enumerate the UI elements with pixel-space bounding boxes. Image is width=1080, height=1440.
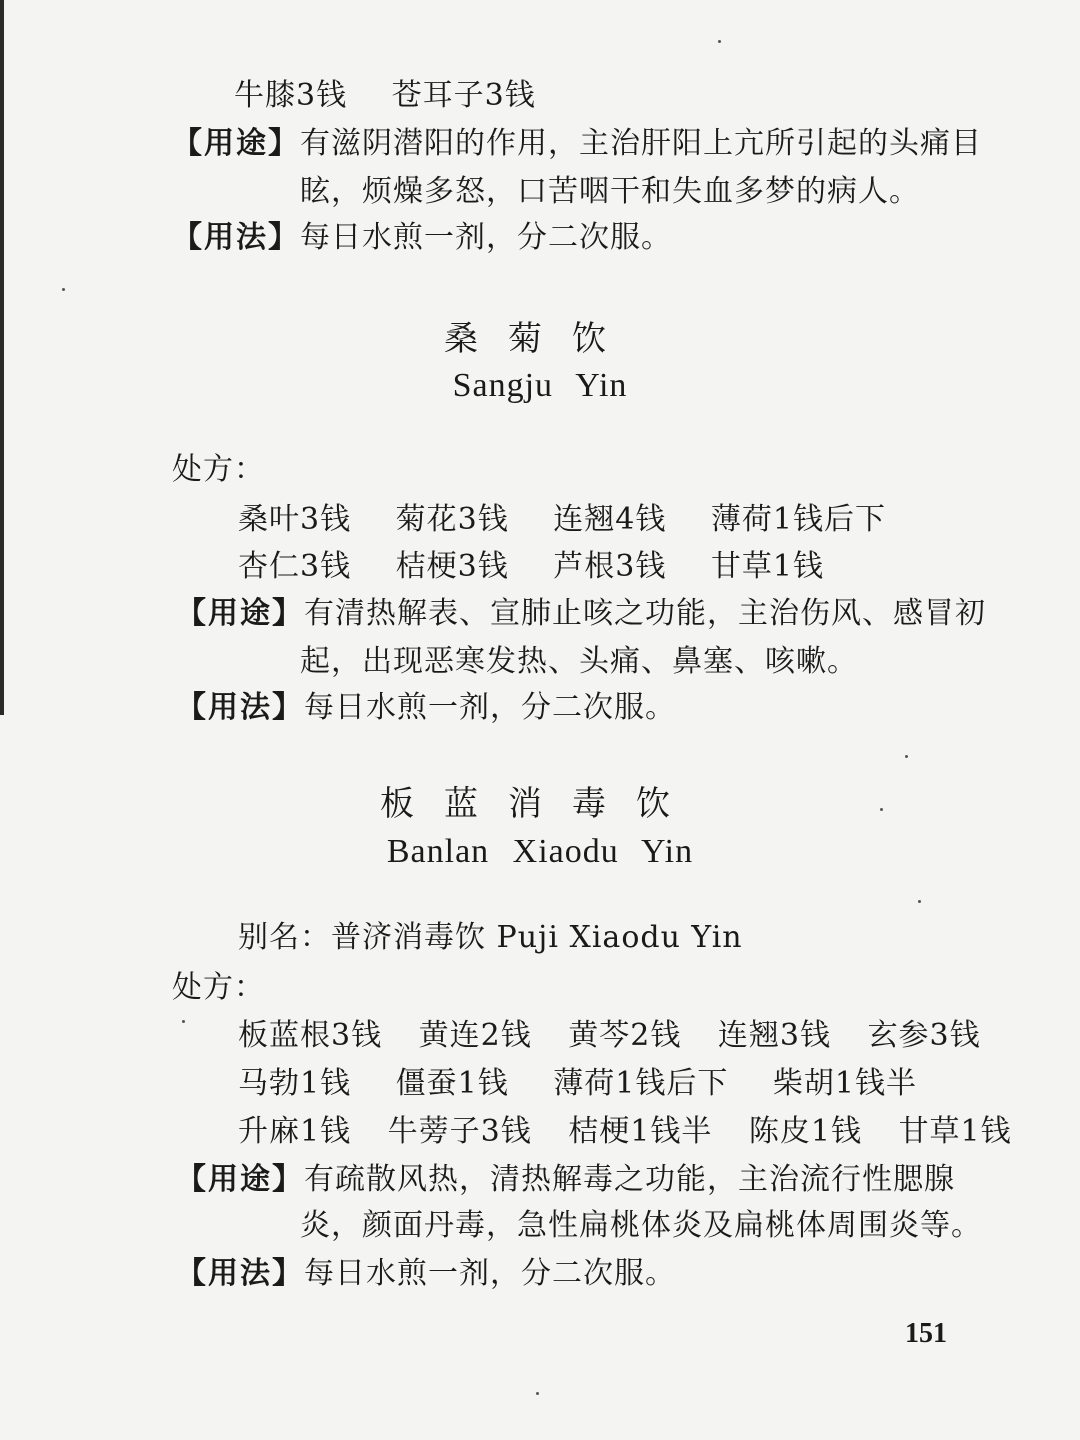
- usage-line-continued: 炎，颜面丹毒，急性扁桃体炎及扁桃体周围炎等。: [300, 1208, 982, 1243]
- usage-line-continued: 起，出现恶寒发热、头痛、鼻塞、咳嗽。: [300, 644, 858, 679]
- ingredients-row: [238, 1064, 917, 1104]
- ingredient: 牛蒡子3钱: [387, 1114, 532, 1149]
- ingredient: 菊花3钱: [395, 502, 509, 537]
- ingredient: 甘草1钱: [898, 1114, 1012, 1149]
- alias-line: 别名：普济消毒饮 Puji Xiaodu Yin: [238, 920, 743, 955]
- ingredient: 苍耳子3钱: [391, 78, 536, 113]
- ingredient: 升麻1钱: [238, 1114, 352, 1149]
- ingredient: 杏仁3钱: [238, 549, 352, 584]
- ingredient: 芦根3钱: [553, 549, 667, 584]
- method-text: 每日水煎一剂，分二次服。: [304, 1256, 676, 1291]
- section-title-pinyin: Sangju Yin: [452, 367, 628, 404]
- prescription-label: 处方：: [172, 970, 265, 1005]
- ingredient: 连翘3钱: [717, 1018, 832, 1053]
- usage-line: [176, 1160, 955, 1200]
- ingredients-row: [238, 500, 886, 540]
- method-line: [176, 688, 676, 728]
- section-title-pinyin: Banlan Xiaodu Yin: [386, 833, 694, 870]
- ingredient: 甘草1钱: [710, 549, 825, 584]
- method-tag: 【用法】: [172, 220, 300, 255]
- ingredients-row: [238, 1016, 981, 1056]
- method-tag: 【用法】: [176, 690, 304, 725]
- scan-speck: [905, 755, 908, 758]
- usage-tag: 【用途】: [176, 596, 304, 631]
- ingredient: 薄荷1钱后下: [553, 1066, 729, 1101]
- ingredients-row: [238, 1112, 1012, 1152]
- scan-speck: [718, 40, 721, 43]
- scan-speck: [182, 1020, 185, 1023]
- scan-speck: [62, 288, 65, 291]
- method-text: 每日水煎一剂，分二次服。: [300, 220, 672, 255]
- ingredient: 桔梗1钱半: [568, 1114, 713, 1149]
- usage-text: 有滋阴潜阳的作用，主治肝阳上亢所引起的头痛目: [300, 126, 982, 161]
- section-title-cn: 桑菊饮: [444, 319, 636, 359]
- usage-tag: 【用途】: [176, 1162, 304, 1197]
- ingredient: 黄芩2钱: [568, 1018, 682, 1053]
- scan-speck: [918, 900, 921, 903]
- ingredient: 玄参3钱: [867, 1018, 981, 1053]
- ingredients-row: [238, 547, 824, 587]
- page-number: 151: [905, 1318, 947, 1349]
- scan-speck: [536, 1392, 539, 1395]
- ingredient: 桑叶3钱: [238, 502, 352, 537]
- ingredient: 牛膝3钱: [234, 78, 348, 113]
- ingredient: 薄荷1钱后下: [710, 502, 887, 537]
- ingredient: 马勃1钱: [238, 1066, 352, 1101]
- ingredient: 僵蚕1钱: [395, 1066, 509, 1101]
- ingredients-row: [234, 76, 536, 116]
- ingredient: 黄连2钱: [418, 1018, 532, 1053]
- section-title-cn: 板蓝消毒饮: [380, 784, 700, 824]
- usage-text: 有疏散风热，清热解毒之功能，主治流行性腮腺: [304, 1162, 955, 1197]
- ingredient: 柴胡1钱半: [772, 1066, 918, 1101]
- method-text: 每日水煎一剂，分二次服。: [304, 690, 676, 725]
- method-tag: 【用法】: [176, 1256, 304, 1291]
- ingredient: 连翘4钱: [553, 502, 667, 537]
- usage-text: 有清热解表、宣肺止咳之功能，主治伤风、感冒初: [304, 596, 986, 631]
- method-line: [172, 218, 672, 258]
- prescription-label: 处方：: [172, 452, 265, 487]
- usage-line-continued: 眩，烦燥多怒，口苦咽干和失血多梦的病人。: [300, 174, 920, 209]
- ingredient: 陈皮1钱: [748, 1114, 863, 1149]
- usage-line: [172, 124, 982, 164]
- ingredient: 桔梗3钱: [395, 549, 509, 584]
- usage-line: [176, 594, 986, 634]
- method-line: [176, 1254, 676, 1294]
- usage-tag: 【用途】: [172, 126, 300, 161]
- ingredient: 板蓝根3钱: [238, 1018, 383, 1053]
- scan-speck: [880, 808, 883, 811]
